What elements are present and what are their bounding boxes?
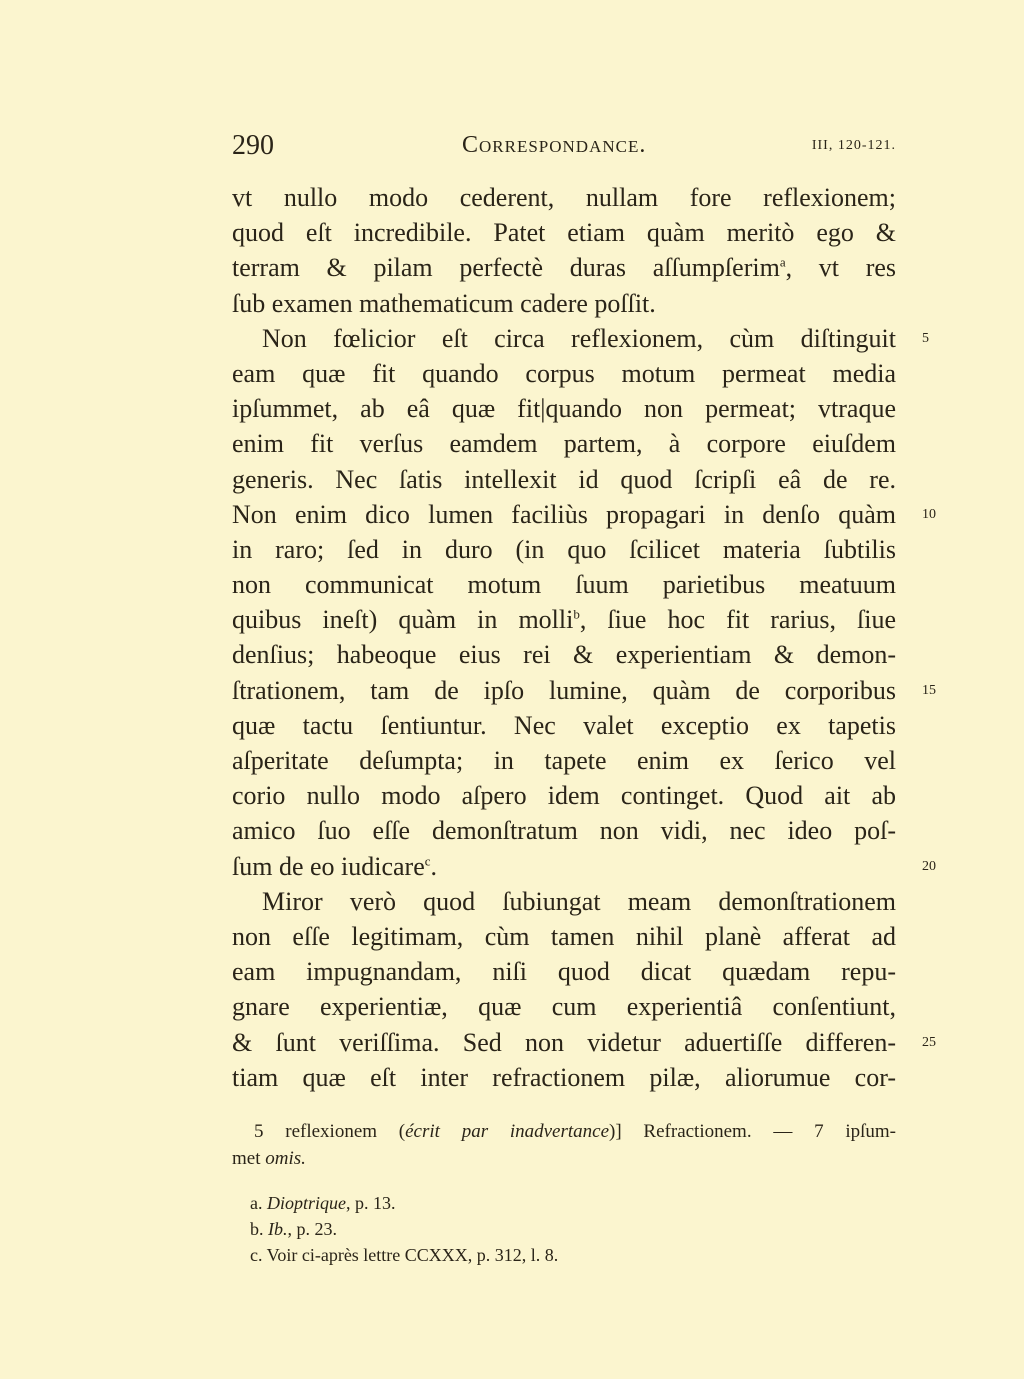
footnote-text: Voir ci-après lettre CCXXX, p. 312, l. 8. bbox=[266, 1245, 559, 1265]
footnote-mark: b. bbox=[250, 1219, 268, 1239]
footnote-marker: b bbox=[573, 606, 580, 622]
line-number: 5 bbox=[922, 330, 929, 346]
line-text: in raro; ſed in duro (in quo ſcilicet materia ſubtilis bbox=[232, 534, 896, 564]
text-line bbox=[232, 1025, 936, 1060]
footnotes bbox=[250, 1190, 558, 1268]
line-text-continued: . bbox=[430, 851, 438, 881]
line-text: gnare experientiæ, quæ cum experientiâ conſentiunt, bbox=[232, 992, 896, 1022]
footnote-text: , p. 23. bbox=[287, 1219, 337, 1239]
text-line bbox=[232, 989, 896, 1024]
line-text: Non enim dico lumen faciliùs propagari in denſo quàm bbox=[232, 499, 896, 529]
text-line bbox=[232, 849, 936, 884]
line-number: 25 bbox=[922, 1034, 936, 1050]
footnote bbox=[250, 1242, 558, 1268]
text-line bbox=[232, 180, 896, 215]
footnote-title: Dioptrique bbox=[267, 1193, 346, 1213]
main-text bbox=[232, 180, 936, 1095]
text-line bbox=[232, 321, 929, 356]
line-text-continued: , vt res bbox=[785, 253, 897, 283]
line-text: ſum de eo iudicare bbox=[232, 851, 425, 881]
line-number: 15 bbox=[922, 682, 936, 698]
footnote-mark: a. bbox=[250, 1193, 267, 1213]
text-line bbox=[232, 567, 896, 602]
footnote-marker: c bbox=[424, 852, 431, 868]
text-line bbox=[232, 708, 896, 743]
text-line bbox=[232, 743, 896, 778]
line-text: non eſſe legitimam, cùm tamen nihil planè afferat ad bbox=[232, 921, 896, 951]
text-line bbox=[232, 286, 896, 321]
line-text: terram & pilam perfectè duras aſſumpſerim bbox=[232, 253, 780, 283]
text-line bbox=[232, 1060, 896, 1095]
line-text: Non fœlicior eſt circa reflexionem, cùm diſtinguit bbox=[262, 323, 896, 353]
text-line bbox=[232, 356, 896, 391]
text-line bbox=[232, 954, 896, 989]
text-line bbox=[232, 497, 936, 532]
footnote-marker: a bbox=[779, 254, 786, 270]
line-text: tiam quæ eſt inter refractionem pilæ, aliorumue cor- bbox=[232, 1062, 896, 1092]
line-text: ſtrationem, tam de ipſo lumine, quàm de corporibus bbox=[232, 675, 896, 705]
text-line bbox=[232, 462, 896, 497]
line-text: denſius; habeoque eius rei & experientiam & demon- bbox=[232, 640, 896, 670]
text-line bbox=[232, 919, 896, 954]
line-text: corio nullo modo aſpero idem continget. Quod ait ab bbox=[232, 781, 896, 811]
footnote bbox=[250, 1190, 558, 1216]
text-line bbox=[232, 391, 896, 426]
footnote-text: , p. 13. bbox=[346, 1193, 396, 1213]
line-text: aſperitate deſumpta; in tapete enim ex ſerico vel bbox=[232, 746, 896, 775]
text-line bbox=[232, 778, 896, 813]
running-reference: III, 120-121. bbox=[811, 138, 896, 153]
text-line bbox=[232, 250, 896, 285]
text-line bbox=[232, 637, 896, 672]
line-text: quæ tactu ſentiuntur. Nec valet exceptio ex tapetis bbox=[232, 710, 896, 740]
footnote bbox=[250, 1216, 558, 1242]
line-text-continued: , ſiue hoc fit rarius, ſiue bbox=[579, 605, 896, 635]
line-text: generis. Nec ſatis intellexit id quod ſcripſi eâ de re. bbox=[232, 464, 896, 494]
critical-note-line: 5 reflexionem (écrit par inadvertance)] Refractionem. — 7 ipſum- bbox=[254, 1121, 896, 1142]
line-number: 10 bbox=[922, 506, 936, 522]
line-text: vt nullo modo cederent, nullam fore reflexionem; bbox=[232, 183, 896, 212]
running-title: Correspondance. bbox=[462, 132, 647, 158]
line-text: & ſunt veriſſima. Sed non videtur aduertiſſe differen- bbox=[232, 1027, 896, 1057]
line-text: eam quæ fit quando corpus motum permeat media bbox=[232, 358, 896, 388]
footnote-mark: c. bbox=[250, 1245, 267, 1265]
line-text: quibus ineſt) quàm in molli bbox=[232, 605, 574, 635]
text-line bbox=[232, 532, 896, 567]
line-text: amico ſuo eſſe demonſtratum non vidi, nec ideo poſ- bbox=[232, 816, 896, 846]
line-text: enim fit verſus eamdem partem, à corpore eiuſdem bbox=[232, 429, 896, 459]
text-line bbox=[232, 884, 896, 919]
page-number: 290 bbox=[232, 130, 274, 161]
line-text: Miror verò quod ſubiungat meam demonſtrationem bbox=[262, 886, 896, 916]
page-header bbox=[232, 130, 896, 166]
footnote-title: Ib. bbox=[268, 1219, 288, 1239]
text-line bbox=[232, 813, 896, 848]
critical-note-line: met omis. bbox=[232, 1148, 306, 1169]
line-text: eam impugnandam, niſi quod dicat quædam repu- bbox=[232, 957, 896, 987]
line-text: quod eſt incredibile. Patet etiam quàm meritò ego & bbox=[232, 218, 896, 248]
line-text: ſub examen mathematicum cadere poſſit. bbox=[232, 288, 656, 318]
line-number: 20 bbox=[922, 858, 936, 874]
line-text: ipſummet, ab eâ quæ fit|quando non permeat; vtraque bbox=[232, 394, 896, 424]
text-line bbox=[232, 602, 896, 637]
critical-apparatus bbox=[232, 1118, 896, 1172]
text-line bbox=[232, 426, 896, 461]
text-line bbox=[232, 673, 936, 708]
line-text: non communicat motum ſuum parietibus meatuum bbox=[232, 570, 896, 600]
text-line bbox=[232, 215, 896, 250]
